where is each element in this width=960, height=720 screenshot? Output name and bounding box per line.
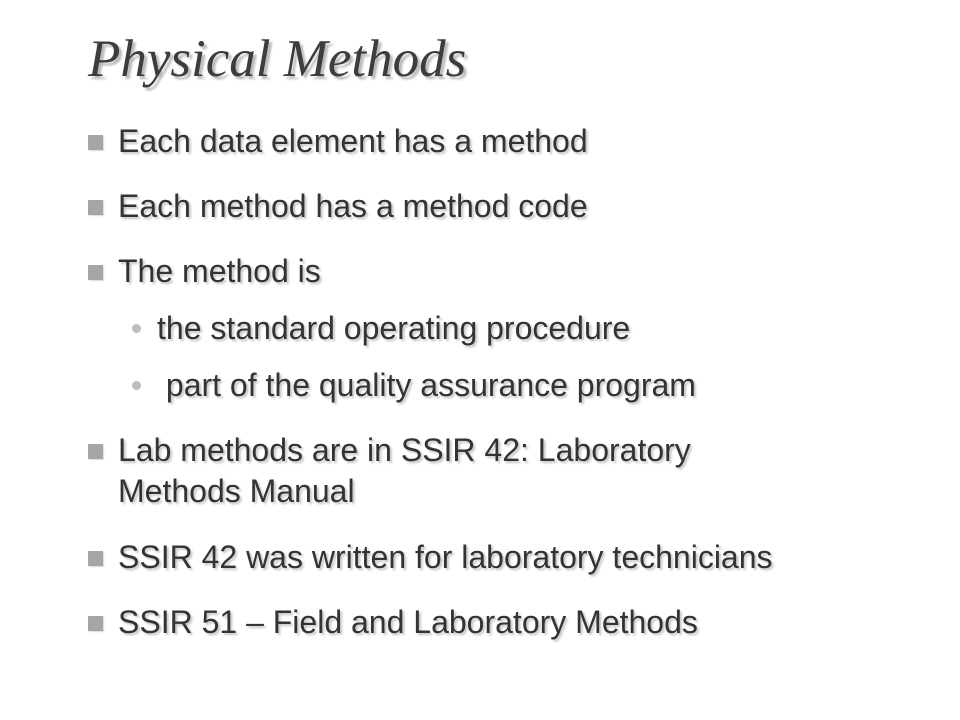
square-bullet-icon [88, 444, 103, 459]
sub-bullet-text: the standard operating procedure [157, 310, 631, 346]
dot-bullet-icon [132, 381, 141, 390]
bullet-text: The method is [118, 253, 321, 289]
bullet-text: SSIR 51 – Field and Laboratory Methods [118, 604, 698, 640]
square-bullet-icon [88, 551, 103, 566]
dot-bullet-icon [132, 324, 141, 333]
square-bullet-icon [88, 200, 103, 215]
bullet-text: Lab methods are in SSIR 42: Laboratory [118, 432, 691, 468]
square-bullet-icon [88, 616, 103, 631]
sub-bullet-text: part of the quality assurance program [157, 367, 696, 403]
bullet-text: Each method has a method code [118, 188, 588, 224]
bullet-text: Each data element has a method [118, 123, 588, 159]
bullet-text-continuation: Methods Manual [118, 473, 355, 509]
square-bullet-icon [88, 135, 103, 150]
slide-title: Physical Methods [88, 30, 467, 88]
square-bullet-icon [88, 265, 103, 280]
bullet-text: SSIR 42 was written for laboratory technicians [118, 539, 773, 575]
